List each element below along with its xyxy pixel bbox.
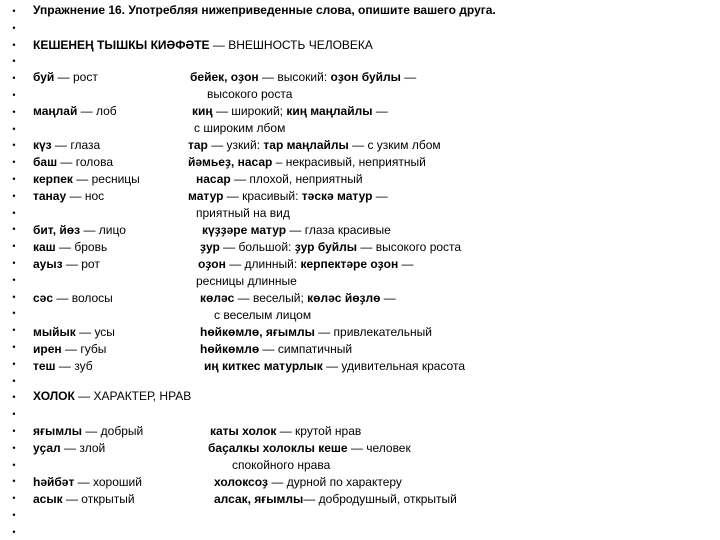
vocab-entry <box>202 223 391 237</box>
bullet-marker: • <box>12 224 16 235</box>
vocab-word: каш <box>33 240 56 254</box>
vocab-separator: — <box>54 70 73 84</box>
vocab-entry <box>33 155 113 169</box>
vocab-word: ҙур <box>200 240 220 254</box>
vocab-separator: — <box>61 342 81 356</box>
vocab-translation: бровь <box>74 240 108 254</box>
section-heading-appearance <box>33 38 373 52</box>
vocab-translation: спокойного нрава <box>232 458 331 472</box>
vocab-separator: — <box>72 172 92 186</box>
vocab-entry <box>33 104 117 118</box>
vocab-entry <box>214 475 402 489</box>
vocab-separator: — <box>55 240 75 254</box>
bullet-marker: • <box>12 174 16 184</box>
vocab-separator: — <box>62 492 82 506</box>
vocab-word: буй <box>33 70 55 84</box>
vocab-entry <box>33 138 100 152</box>
vocab-translation: — привлекательный <box>314 325 432 339</box>
bullet-marker: • <box>12 274 16 285</box>
vocab-separator: — <box>82 424 101 438</box>
bullet-marker: • <box>12 426 16 436</box>
vocab-word: теш <box>33 359 56 373</box>
vocab-entry <box>200 325 432 339</box>
vocab-translation: — узкий: <box>207 138 264 152</box>
vocab-example: оҙон буйлы <box>330 70 401 84</box>
vocab-translation: — человек <box>347 441 411 455</box>
exercise-title-text: Упражнение 16. Употребляя нижеприведенные слова, опишите вашего друга. <box>33 3 496 17</box>
bullet-marker: • <box>12 90 16 100</box>
vocab-entry <box>33 172 140 186</box>
bullet-marker: • <box>12 56 16 67</box>
vocab-translation: — широкий; <box>212 104 287 118</box>
vocab-entry <box>33 240 107 254</box>
vocab-entry <box>190 70 416 84</box>
vocab-translation: рост <box>72 70 98 84</box>
vocab-entry <box>200 291 396 305</box>
vocab-entry <box>33 475 142 489</box>
vocab-translation: — красивый: <box>223 189 302 203</box>
section-heading-bold: КЕШЕНЕҢ ТЫШКЫ КИӘФӘТЕ <box>33 38 210 52</box>
vocab-translation: открытый <box>81 492 135 506</box>
bullet-marker: • <box>12 106 16 117</box>
vocab-translation: — веселый; <box>234 291 308 305</box>
vocab-word: һәйбәт <box>33 475 75 489</box>
section-heading-character <box>33 389 191 403</box>
vocab-entry <box>200 342 352 356</box>
vocab-translation: — глаза красивые <box>286 223 391 237</box>
vocab-translation: ресницы длинные <box>196 274 297 288</box>
bullet-marker: • <box>12 241 16 252</box>
bullet-marker: • <box>12 207 16 218</box>
vocab-translation: волосы <box>71 291 113 305</box>
vocab-example: тар маңлайлы <box>263 138 349 152</box>
vocab-translation: — высокий: <box>258 70 331 84</box>
vocab-translation: зуб <box>74 359 93 373</box>
vocab-entry <box>198 257 414 271</box>
vocab-word: баҫалкы холоклы кеше <box>208 441 348 455</box>
vocab-word: ауыз <box>33 257 63 271</box>
vocab-entry <box>188 155 426 169</box>
vocab-translation: — удивительная красота <box>322 359 466 373</box>
vocab-word: маңлай <box>33 104 78 118</box>
vocab-entry <box>33 424 143 438</box>
vocab-example-translation: — <box>372 104 388 118</box>
vocab-separator: — <box>57 155 76 169</box>
vocab-separator: — <box>60 441 80 455</box>
vocab-entry <box>33 441 105 455</box>
vocab-word: бит, йөз <box>33 223 81 237</box>
vocab-translation: лоб <box>96 104 117 118</box>
vocab-translation: злой <box>79 441 106 455</box>
vocab-entry <box>208 441 411 455</box>
bullet-marker: • <box>12 6 16 16</box>
bullet-marker: • <box>12 375 16 386</box>
vocab-example-translation: — <box>380 291 396 305</box>
bullet-marker: • <box>12 190 16 201</box>
bullet-marker: • <box>12 526 16 537</box>
vocab-separator: — <box>77 104 96 118</box>
vocab-word: бейек, оҙон <box>190 70 259 84</box>
vocab-translation: губы <box>80 342 107 356</box>
bullet-marker: • <box>12 342 16 352</box>
vocab-translation: лицо <box>98 223 126 237</box>
vocab-entry <box>194 121 285 135</box>
vocab-translation: ресницы <box>91 172 140 186</box>
vocab-entry <box>204 359 465 373</box>
vocab-translation: — крутой нрав <box>276 424 362 438</box>
vocab-translation: высокого роста <box>207 87 293 101</box>
vocab-separator: — <box>62 257 82 271</box>
bullet-marker: • <box>12 291 16 302</box>
vocab-example-translation: — <box>400 70 417 84</box>
vocab-entry <box>196 206 290 220</box>
bullet-marker: • <box>12 476 16 487</box>
vocab-translation: хороший <box>93 475 142 489</box>
vocab-translation: — длинный: <box>225 257 301 271</box>
vocab-entry <box>200 240 461 254</box>
vocab-entry <box>196 172 363 186</box>
bullet-marker: • <box>12 123 16 134</box>
vocab-entry <box>207 87 292 101</box>
vocab-word: көләс <box>200 291 235 305</box>
vocab-entry <box>33 291 113 305</box>
vocab-entry <box>33 223 126 237</box>
bullet-marker: • <box>12 459 16 470</box>
vocab-entry <box>33 70 98 84</box>
vocab-translation: приятный на вид <box>196 206 290 220</box>
vocab-entry <box>33 342 106 356</box>
bullet-marker: • <box>12 409 16 420</box>
vocab-separator: — <box>75 325 95 339</box>
vocab-word: һөйкөмлө <box>200 342 260 356</box>
vocab-entry <box>232 458 330 472</box>
vocab-example: көләс йөҙлө <box>307 291 381 305</box>
bullet-marker: • <box>12 308 16 319</box>
vocab-example-translation: — с узким лбом <box>348 138 441 152</box>
vocab-translation: добрый <box>100 424 144 438</box>
vocab-word: матур <box>188 189 224 203</box>
vocab-word: каты холок <box>210 424 277 438</box>
vocab-translation: с веселым лицом <box>214 308 312 322</box>
bullet-marker: • <box>12 358 16 369</box>
vocab-separator: — <box>74 475 94 489</box>
bullet-marker: • <box>12 510 16 520</box>
vocab-word: сәс <box>33 291 54 305</box>
vocab-example-translation: — <box>372 189 388 203</box>
vocab-entry <box>192 104 388 118</box>
vocab-separator: — <box>51 138 71 152</box>
bullet-marker: • <box>12 140 16 151</box>
vocab-separator: — <box>53 291 72 305</box>
vocab-entry <box>33 492 135 506</box>
vocab-translation: нос <box>84 189 105 203</box>
bullet-marker: • <box>12 39 16 50</box>
vocab-translation: усы <box>94 325 115 339</box>
vocab-word: иң киткес матурлык <box>204 359 323 373</box>
vocab-translation: голова <box>75 155 114 169</box>
vocab-word: йәмьеҙ, насар <box>188 155 273 169</box>
vocab-word: уҫал <box>33 441 61 455</box>
vocab-entry <box>214 492 457 506</box>
vocab-word: насар <box>196 172 231 186</box>
vocab-translation: — дурной по характеру <box>268 475 402 489</box>
vocab-entry <box>188 189 388 203</box>
vocab-word: керпек <box>33 172 73 186</box>
vocab-entry <box>214 308 311 322</box>
exercise-title <box>33 3 496 17</box>
bullet-marker: • <box>12 325 16 336</box>
vocab-word: холоксоҙ <box>214 475 269 489</box>
vocab-entry <box>196 274 297 288</box>
vocab-translation: рот <box>81 257 100 271</box>
vocab-translation: — плохой, неприятный <box>230 172 363 186</box>
section-heading-rest: — ХАРАКТЕР, НРАВ <box>74 389 192 403</box>
vocab-translation: – некрасивый, неприятный <box>272 155 426 169</box>
vocab-example-translation: — высокого роста <box>357 240 462 254</box>
vocab-example-translation: — <box>398 257 414 271</box>
vocab-example: ҙур буйлы <box>294 240 358 254</box>
section-heading-bold: ХОЛОК <box>33 389 75 403</box>
vocab-entry <box>33 257 100 271</box>
vocab-word: асык <box>33 492 63 506</box>
bullet-marker: • <box>12 157 16 168</box>
bullet-marker: • <box>12 442 16 453</box>
vocab-separator: — <box>80 223 99 237</box>
vocab-word: алсак, яғымлы <box>214 492 304 506</box>
vocab-word: танау <box>33 189 67 203</box>
vocab-word: оҙон <box>198 257 226 271</box>
vocab-example: киң маңлайлы <box>286 104 373 118</box>
bullet-marker: • <box>12 493 16 504</box>
vocab-word: тар <box>188 138 208 152</box>
bullet-marker: • <box>12 22 16 33</box>
vocab-translation: — добродушный, открытый <box>303 492 457 506</box>
vocab-word: баш <box>33 155 58 169</box>
vocab-separator: — <box>66 189 85 203</box>
vocab-translation: — симпатичный <box>259 342 353 356</box>
vocab-word: яғымлы <box>33 424 82 438</box>
vocab-example: тәскә матур <box>301 189 373 203</box>
vocab-translation: глаза <box>70 138 101 152</box>
vocab-translation: с широким лбом <box>194 121 286 135</box>
vocab-word: күҙҙәре матур <box>202 223 287 237</box>
section-heading-rest: — ВНЕШНОСТЬ ЧЕЛОВЕКА <box>209 38 373 52</box>
vocab-word: һөйкөмлө, яғымлы <box>200 325 315 339</box>
vocab-entry <box>188 138 441 152</box>
bullet-marker: • <box>12 392 16 403</box>
vocab-separator: — <box>55 359 75 373</box>
vocab-entry <box>33 189 104 203</box>
vocab-translation: — большой: <box>219 240 295 254</box>
vocab-example: керпектәре оҙон <box>300 257 399 271</box>
vocab-entry <box>210 424 361 438</box>
bullet-marker: • <box>12 258 16 268</box>
vocab-word: киң <box>192 104 213 118</box>
vocab-entry <box>33 325 115 339</box>
vocab-word: күз <box>33 138 52 152</box>
bullet-marker: • <box>12 73 16 84</box>
vocab-entry <box>33 359 93 373</box>
vocab-word: мыйык <box>33 325 76 339</box>
vocab-word: ирен <box>33 342 62 356</box>
